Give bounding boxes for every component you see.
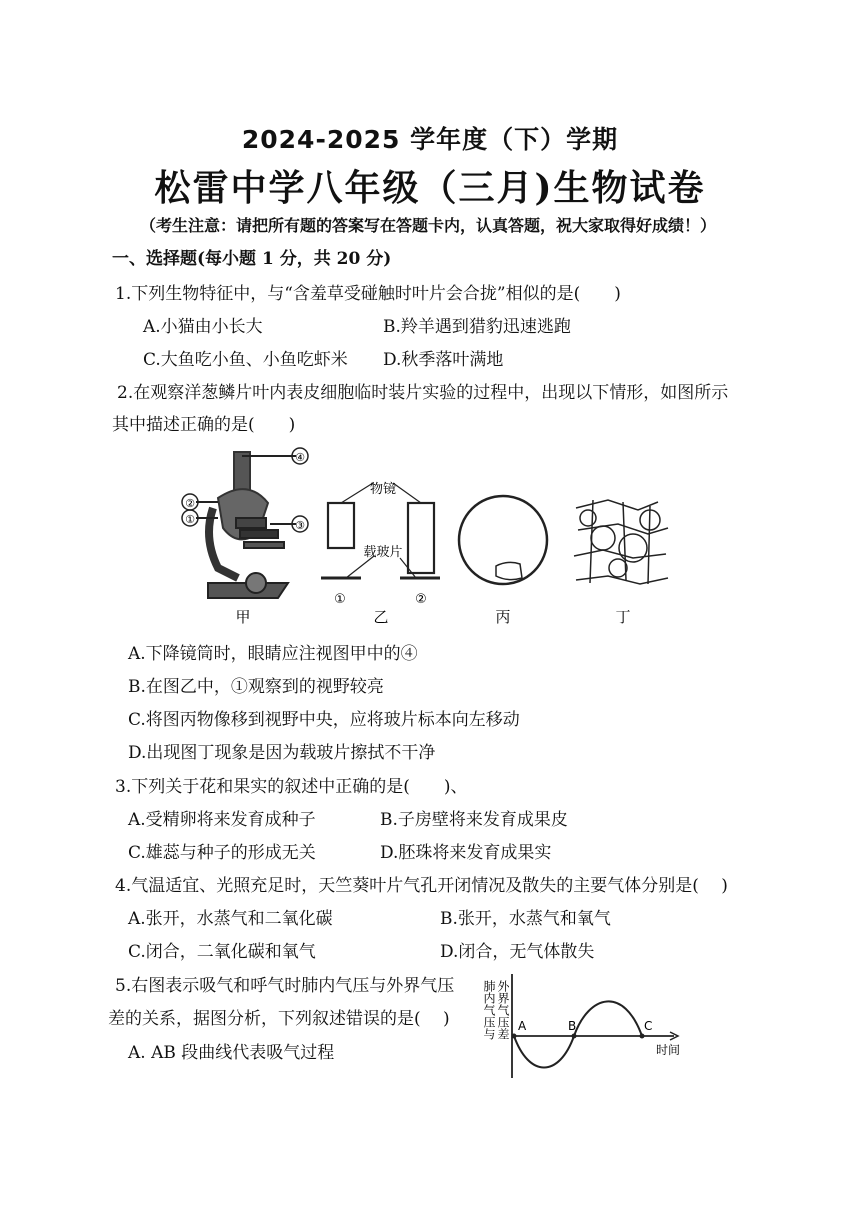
q3-option-b: B.子房壁将来发育成果皮 <box>380 810 568 830</box>
callout-2: ② <box>185 497 195 510</box>
panel-label-ding: 丁 <box>615 608 631 626</box>
graph-x-label: 时间 <box>656 1043 681 1057</box>
label-objective-1: ① <box>334 592 346 607</box>
label-slide: 载玻片 <box>363 545 403 560</box>
q1-option-a: A.小猫由小长大 <box>143 317 263 337</box>
q1-option-c: C.大鱼吃小鱼、小鱼吃虾米 <box>143 350 348 370</box>
notice-text: （考生注意：请把所有题的答案写在答题卡内，认真答题，祝大家取得好成绩！） <box>140 216 717 235</box>
question-4-stem: 4.气温适宜、光照充足时，天竺葵叶片气孔开闭情况及散失的主要气体分别是( ) <box>115 876 728 896</box>
panel-label-bing: 丙 <box>495 608 511 626</box>
q3-option-d: D.胚珠将来发育成果实 <box>380 843 552 863</box>
q4-option-d: D.闭合，无气体散失 <box>440 942 595 962</box>
q4-option-a: A.张开，水蒸气和二氧化碳 <box>128 909 333 929</box>
microscope-drawing <box>196 452 296 598</box>
q2-option-a: A.下降镜筒时，眼睛应注视图甲中的④ <box>128 644 418 664</box>
callout-1: ① <box>185 513 195 526</box>
q4-option-b: B.张开，水蒸气和氧气 <box>440 909 611 929</box>
panel-label-yi: 乙 <box>373 608 389 626</box>
exam-title: 松雷中学八年级（三月)生物试卷 <box>154 167 706 209</box>
panel-label-jia: 甲 <box>235 608 251 626</box>
graph-point-a: A <box>518 1019 527 1033</box>
pressure-graph <box>474 966 688 1086</box>
question-1-stem: 1.下列生物特征中，与“含羞草受碰触时叶片会合拢”相似的是( ) <box>115 284 621 304</box>
callout-3: ③ <box>295 519 305 532</box>
label-objective-2: ② <box>415 592 427 607</box>
microscope-figure <box>178 438 686 628</box>
q2-option-c: C.将图丙物像移到视野中央，应将玻片标本向左移动 <box>128 710 520 730</box>
graph-point-b: B <box>568 1019 577 1033</box>
question-5-stem-line2: 差的关系，据图分析，下列叙述错误的是( ) <box>108 1009 450 1029</box>
q4-option-c: C.闭合，二氧化碳和氧气 <box>128 942 316 962</box>
graph-y-label-2: 外界气压差 <box>496 980 510 1040</box>
graph-y-label-1: 肺内气压与 <box>482 980 496 1040</box>
year-title: 2024-2025 学年度（下）学期 <box>241 125 619 154</box>
question-3-stem: 3.下列关于花和果实的叙述中正确的是( )、 <box>115 777 468 797</box>
label-objective: 物镜 <box>369 482 397 497</box>
q5-option-a: A. AB 段曲线代表吸气过程 <box>128 1043 335 1063</box>
q1-option-b: B.羚羊遇到猎豹迅速逃跑 <box>383 317 571 337</box>
q1-option-d: D.秋季落叶满地 <box>383 350 504 370</box>
q3-option-a: A.受精卵将来发育成种子 <box>128 810 316 830</box>
q2-option-b: B.在图乙中，①观察到的视野较亮 <box>128 677 384 697</box>
question-2-stem-line2: 其中描述正确的是( ) <box>112 415 296 435</box>
section-heading: 一、选择题(每小题 1 分，共 20 分) <box>112 249 392 269</box>
graph-point-c: C <box>644 1019 653 1033</box>
callout-4: ④ <box>295 451 305 464</box>
q3-option-c: C.雄蕊与种子的形成无关 <box>128 843 316 863</box>
q2-option-d: D.出现图丁现象是因为载玻片擦拭不干净 <box>128 743 436 763</box>
question-5-stem-line1: 5.右图表示吸气和呼气时肺内气压与外界气压 <box>115 976 455 996</box>
question-2-stem-line1: 2.在观察洋葱鳞片叶内表皮细胞临时装片实验的过程中，出现以下情形，如图所示 <box>117 383 729 403</box>
